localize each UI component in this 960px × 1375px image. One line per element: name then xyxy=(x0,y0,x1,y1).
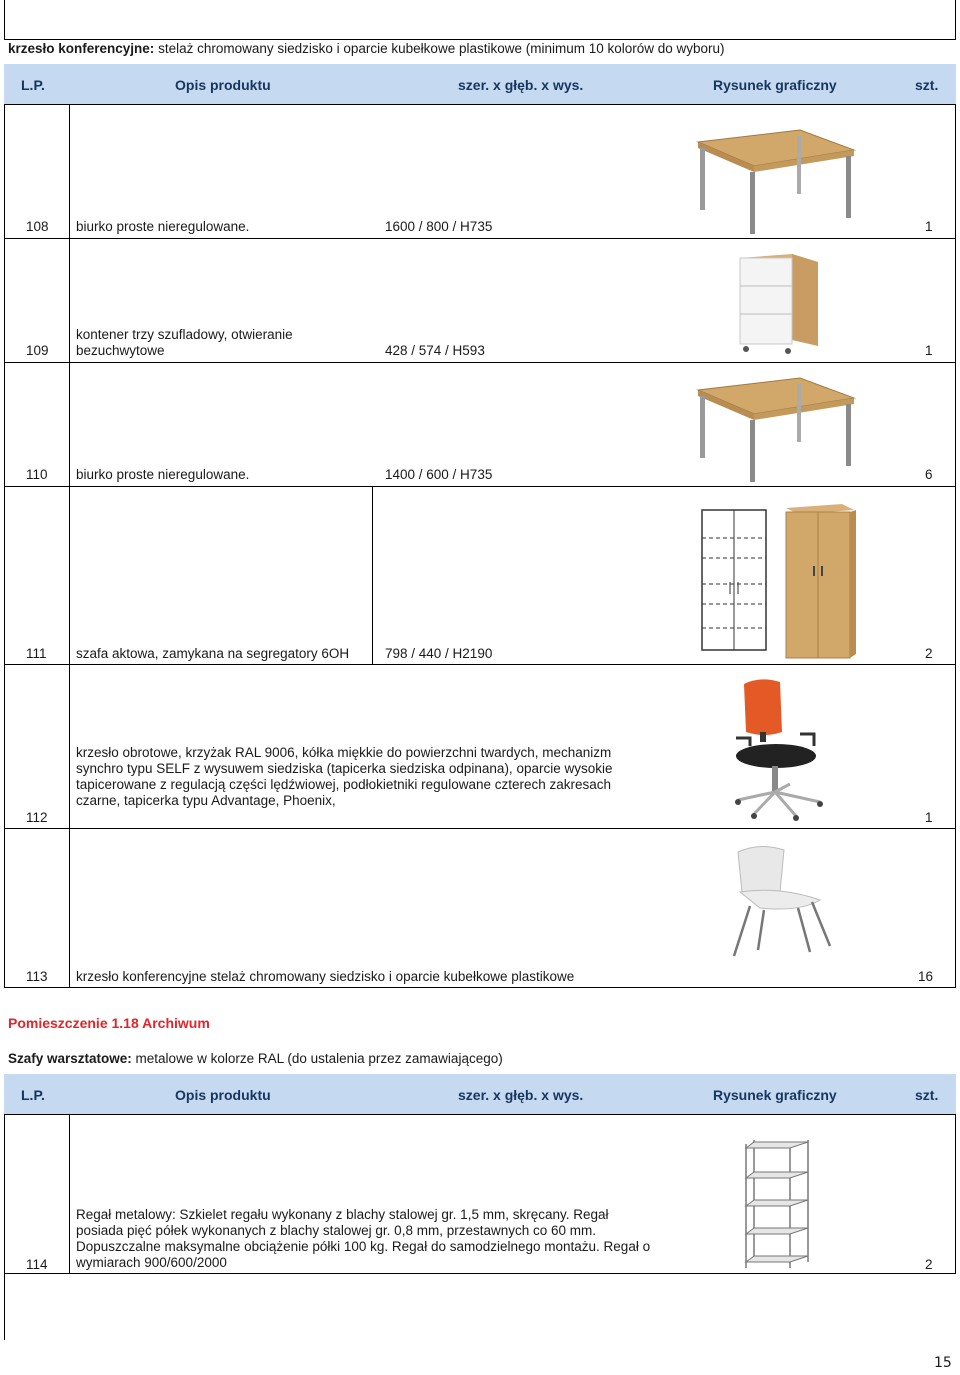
table-row-szt: 1 xyxy=(925,219,933,234)
table-row-szt: 16 xyxy=(918,969,934,984)
table-row-lp: 113 xyxy=(26,969,48,984)
metal-shelf-image xyxy=(740,1140,814,1272)
caption-rest: stelaż chromowany siedzisko i oparcie kubełkowe plastikowe (minimum 10 kolorów do wyboru) xyxy=(154,41,725,56)
table-row-szt: 1 xyxy=(925,810,933,825)
header-opis: Opis produktu xyxy=(175,77,271,93)
table-row-opis: Regał metalowy: Szkielet regału wykonany z blachy stalowej gr. 1,5 mm, skręcany. Regał posiada pięć półek wykonanych z blachy stalowej gr. 0,8 mm, przestawnych co 60 mm. Dopuszczalne maksymalne obciążenie półki 100 kg. Regał do samodzielnego montażu. Regał o wymiarach 900/600/2000 xyxy=(76,1207,651,1270)
header-lp: L.P. xyxy=(21,1087,45,1103)
desk-image xyxy=(696,376,856,484)
table-row-wymiary: 1600 / 800 / H735 xyxy=(385,219,493,234)
filing-cabinet-image xyxy=(702,504,858,660)
desk-image xyxy=(696,128,856,236)
header-wymiary: szer. x głęb. x wys. xyxy=(458,1087,584,1103)
table-row-wymiary: 428 / 574 / H593 xyxy=(385,343,485,358)
office-chair-image xyxy=(730,676,834,822)
table-row-wymiary: 798 / 440 / H2190 xyxy=(385,646,493,661)
table-row-szt: 2 xyxy=(925,646,933,661)
table-row-opis: biurko proste nieregulowane. xyxy=(76,219,250,234)
table-row-opis: krzesło obrotowe, krzyżak RAL 9006, kółka miękkie do powierzchni twardych, mechanizm synchro typu SELF z wysuwem siedziska (tapicerka siedziska odpinana), oparcie wysokie tapicerowane z regulacją części lędźwiowej, podłokietniki regulowane czterech zakresach czarne, tapicerka typu Advantage, Phoenix, xyxy=(76,745,613,808)
header-rysunek: Rysunek graficzny xyxy=(713,1087,837,1103)
page-number: 15 xyxy=(934,1355,952,1371)
caption-rest: metalowe w kolorze RAL (do ustalenia przez zamawiającego) xyxy=(131,1051,503,1066)
table-row-lp: 111 xyxy=(26,646,47,661)
header-rysunek: Rysunek graficzny xyxy=(713,77,837,93)
table-row-opis: krzesło konferencyjne stelaż chromowany siedzisko i oparcie kubełkowe plastikowe xyxy=(76,969,575,984)
section-caption xyxy=(8,41,725,57)
table-row-lp: 114 xyxy=(26,1257,48,1272)
table-row-lp: 110 xyxy=(26,467,48,482)
table-row-lp: 112 xyxy=(26,810,48,825)
drawer-container-image xyxy=(736,250,822,358)
table-row-opis: biurko proste nieregulowane. xyxy=(76,467,250,482)
header-wymiary: szer. x głęb. x wys. xyxy=(458,77,584,93)
table-row-szt: 2 xyxy=(925,1257,933,1272)
table-row-szt: 1 xyxy=(925,343,933,358)
table-row-szt: 6 xyxy=(925,467,933,482)
table-row-lp: 108 xyxy=(26,219,49,234)
header-szt: szt. xyxy=(915,77,939,93)
header-lp: L.P. xyxy=(21,77,45,93)
table-row-wymiary: 1400 / 600 / H735 xyxy=(385,467,493,482)
table-row-opis: kontener trzy szufladowy, otwieranie bezuchwytowe xyxy=(76,327,293,358)
header-opis: Opis produktu xyxy=(175,1087,271,1103)
conference-chair-image xyxy=(720,842,840,960)
table-row-lp: 109 xyxy=(26,343,49,358)
room-title: Pomieszczenie 1.18 Archiwum xyxy=(8,1015,210,1031)
caption-bold: krzesło konferencyjne: xyxy=(8,41,155,56)
caption-bold: Szafy warsztatowe: xyxy=(8,1051,132,1066)
table-row-opis: szafa aktowa, zamykana na segregatory 6OH xyxy=(76,646,350,661)
section-caption xyxy=(8,1051,503,1067)
header-szt: szt. xyxy=(915,1087,939,1103)
